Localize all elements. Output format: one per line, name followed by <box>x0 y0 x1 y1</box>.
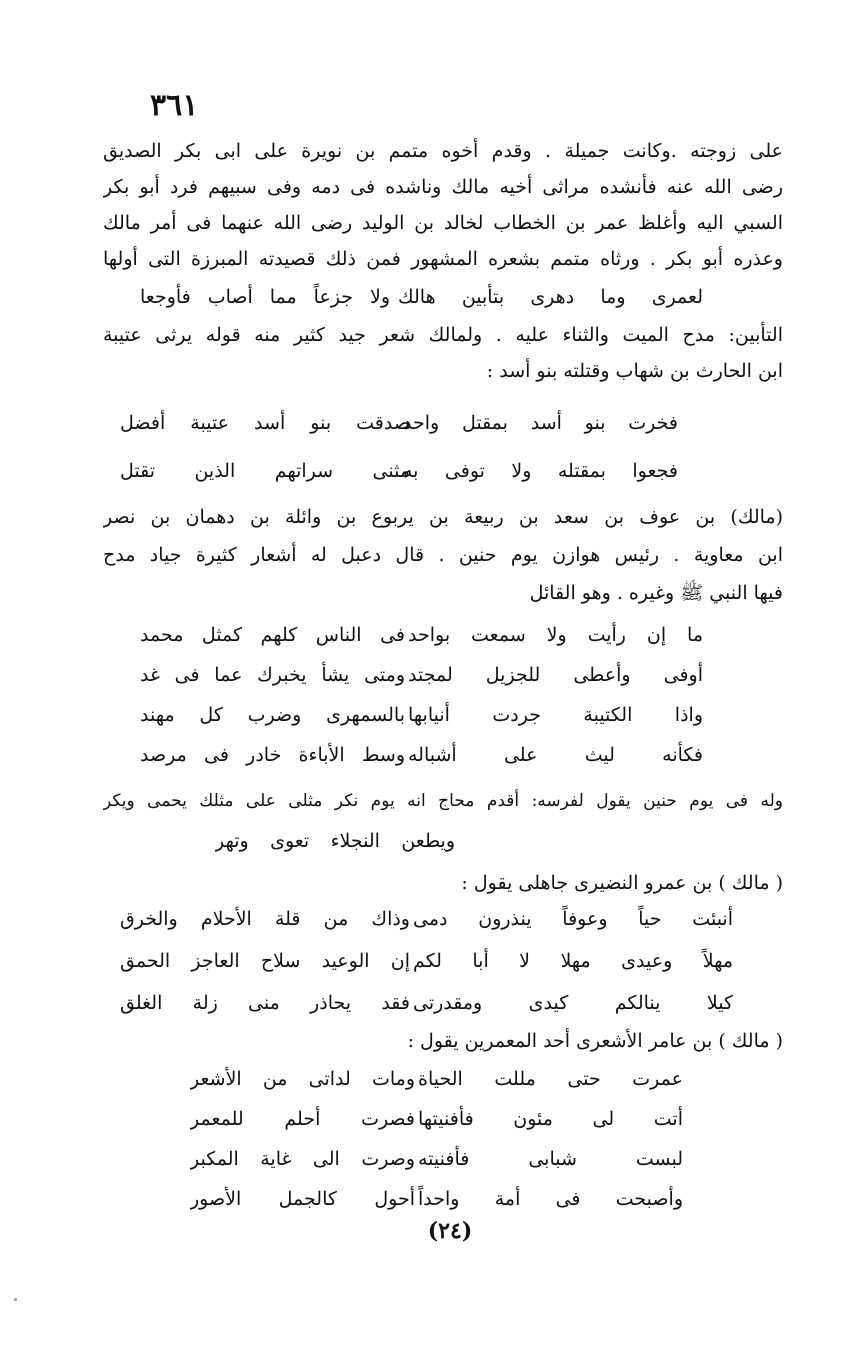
verse-hemistich-right: أتت لى مئون فأفنيتها <box>418 1108 683 1130</box>
paper-speck <box>14 1298 17 1301</box>
verse-hemistich-left: إن الوعيد سلاح العاجز الحمق <box>120 950 410 972</box>
prose-line: (مالك) بن عوف بن سعد بن ربيعة بن يربوع بن وائلة بن دهمان بن نصر <box>103 506 783 528</box>
prose-line: فيها النبي ﷺ وغيره . وهو القائل <box>529 582 783 604</box>
verse-hemistich: ويطعن النجلاء تعوى وتهر <box>215 830 455 852</box>
verse-hemistich-right: لعمرى وما دهرى بتأبين هالك <box>398 286 703 308</box>
verse-hemistich-right: فكأنه ليث على أشباله <box>408 744 703 766</box>
prose-line: التأبين: مدح الميت والثناء عليه . ولمالك شعر جيد كثير منه قوله يرثى عتيبة <box>103 324 783 346</box>
verse-hemistich-left: ومتى يشأ يخبرك عما فى غد <box>140 664 405 686</box>
verse-hemistich-right: وأصبحت فى أمة واحداً <box>418 1188 683 1210</box>
prose-line: السبي اليه وأغلظ عمر بن الخطاب لخالد بن الوليد رضى الله عنهما فى أمر مالك <box>103 212 783 234</box>
verse-hemistich-left: صدقت بنو أسد عتيبة أفضل <box>120 412 410 434</box>
prose-line: وله فى يوم حنين يقول لفرسه: أقدم محاج انه يوم نكر مثلى على مثلك يحمى ويكر <box>103 791 783 811</box>
verse-hemistich-right: فخرت بنو أسد بمقتل واحد <box>403 412 678 434</box>
verse-hemistich-left: وصرت الى غاية المكبر <box>190 1148 415 1170</box>
verse-hemistich-right: ما إن رأيت ولا سمعت بواحد <box>408 624 703 646</box>
prose-line: رضى الله عنه فأنشده مراثى أخيه مالك وناشده فى دمه وفى سبيهم فرد أبو بكر <box>103 176 783 198</box>
verse-hemistich-left: بالسمهرى وضرب كل مهند <box>140 704 405 726</box>
verse-hemistich-right: فجعوا بمقتله ولا توفى به <box>403 460 678 482</box>
verse-hemistich-left: وذاك من قلة الأحلام والخرق <box>120 908 410 930</box>
verse-hemistich-right: لبست شبابى فأفنيته <box>418 1148 683 1170</box>
verse-hemistich-right: واذا الكتيبة جردت أنيابها <box>408 704 703 726</box>
verse-hemistich-left: أحول كالجمل الأصور <box>190 1188 415 1210</box>
verse-hemistich-left: ولا جزعاً مما أصاب فأوجعا <box>140 286 390 308</box>
signature-mark: (٢٤) <box>427 1218 473 1244</box>
prose-line: ( مالك ) بن عمرو النضيرى جاهلى يقول : <box>461 872 783 894</box>
page-number: ٣٦١ <box>150 88 199 123</box>
verse-hemistich-right: كيلا ينالكم كيدى ومقدرتى <box>413 992 733 1014</box>
verse-hemistich-left: وسط الأباءة خادر فى مرصد <box>140 744 405 766</box>
prose-line: وعذره أبو بكر . ورثاه متمم بشعره المشهور فمن ذلك قصيدته المبرزة التى أولها <box>103 248 783 270</box>
verse-hemistich-left: فى الناس كلهم كمثل محمد <box>140 624 405 646</box>
verse-hemistich-right: عمرت حتى مللت الحياة <box>418 1068 683 1090</box>
verse-hemistich-right: أوفى وأعطى للجزيل لمجتد <box>408 664 703 686</box>
prose-line: ابن معاوية . رئيس هوازن يوم حنين . قال دعبل له أشعار كثيرة جياد مدح <box>103 544 783 566</box>
prose-line: على زوجته .وكانت جميلة . وقدم أخوه متمم بن نويرة على ابى بكر الصديق <box>103 140 783 162</box>
verse-hemistich-left: فصرت أحلم للمعمر <box>190 1108 415 1130</box>
verse-hemistich-right: مهلاً وعيدى مهلا لا أبا لكم <box>413 950 733 972</box>
verse-hemistich-left: مثنى سراتهم الذين تقتل <box>120 460 410 482</box>
verse-hemistich-right: أنبئت حياً وعوفاً ينذرون دمى <box>413 908 733 930</box>
prose-line: ( مالك ) بن عامر الأشعرى أحد المعمرين يقول : <box>407 1030 783 1052</box>
prose-line: ابن الحارث بن شهاب وقتلته بنو أسد : <box>486 360 783 382</box>
verse-hemistich-left: فقد يحاذر منى زلة الغلق <box>120 992 410 1014</box>
verse-hemistich-left: ومات لداتى من الأشعر <box>190 1068 415 1090</box>
